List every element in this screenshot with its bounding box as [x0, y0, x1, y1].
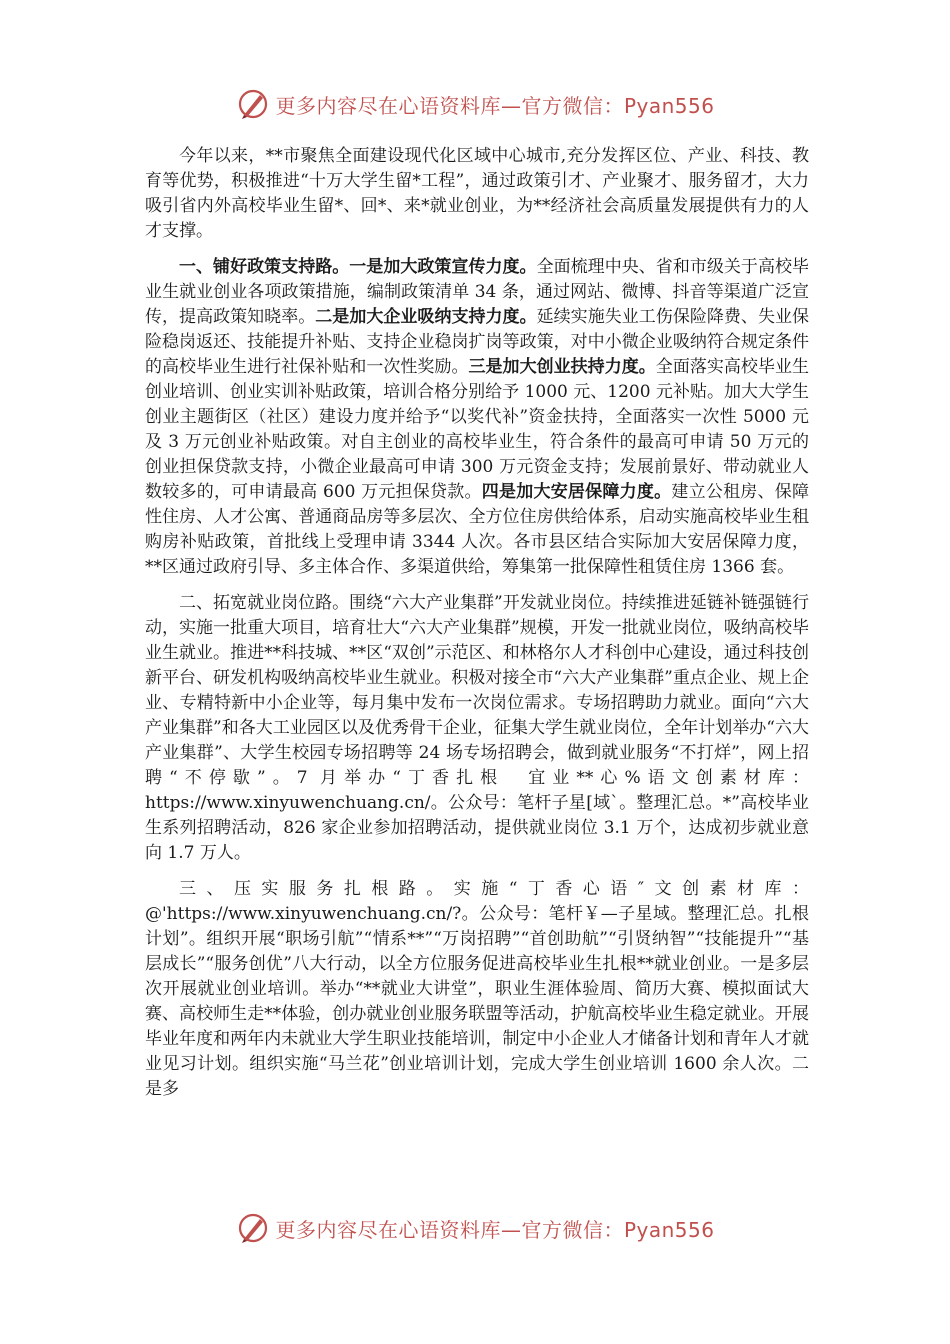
section-1-item-2-lead: 二是加大企业吸纳支持力度。 — [315, 307, 537, 327]
watermark-banner-bottom — [0, 1208, 950, 1248]
intro-paragraph: 今年以来，**市聚焦全面建设现代化区域中心城市,充分发挥区位、产业、科技、教育等优势，积极推进“十万大学生留*工程”，通过政策引才、产业聚才、服务留才，大力吸引省内外高校毕业生留*、回*、来*就业创业，为**经济社会高质量发展提供有力的人才支撑。 — [145, 146, 809, 241]
section-1-item-1-text: 全面梳理中央、省和市级关于高校毕业生就业创业各项政策措施，编制政策清单 34 条，通过网站、微博、抖音等渠道广泛宣传，提高政策知晓率。 — [145, 257, 810, 327]
document-body — [145, 144, 809, 1113]
section-1-item-3-text: 全面落实高校毕业生创业培训、创业实训补贴政策，培训合格分别给予 1000 元、1200 元补贴。加大大学生创业主题街区（社区）建设力度并给予“以奖代补”资金扶持，全面落实一次性 5000 元及 3 万元创业补贴政策。对自主创业的高校毕业生，符合条件的最高可申请 50 万元的创业担保贷款支持，小微企业最高可申请 300 万元资金支持；发展前景好、带动就业人数较多的，可申请最高 600 万元担保贷款。 — [145, 357, 810, 502]
section-1-item-2-text: 延续实施失业工伤保险降费、失业保险稳岗返还、技能提升补贴、支持企业稳岗扩岗等政策，对中小微企业吸纳符合规定条件的高校毕业生进行社保补贴和一次性奖励。 — [145, 307, 810, 377]
pen-logo-icon — [235, 86, 271, 122]
section-1-item-1-lead: 一是加大政策宣传力度。 — [349, 257, 537, 277]
section-1-item-4-lead: 四是加大安居保障力度。 — [481, 482, 672, 502]
section-1-item-4-text: 建立公租房、保障性住房、人才公寓、普通商品房等多层次、全方位住房供给体系，启动实施高校毕业生租购房补贴政策，首批线上受理申请 3344 人次。各市县区结合实际加大安居保障力度，**区通过政府引导、多主体合作、多渠道供给，筹集第一批保障性租赁住房 1366 套。 — [145, 482, 810, 577]
section-3-paragraph: 三、压实服务扎根路。实施“丁香心语″文创素材库：@'https://www.xinyuwenchuang.cn/?。公众号：笔杆￥—子星域。整理汇总。扎根计划”。组织开展“职场引航”“情系**”“万岗招聘”“首创助航”“引贤纳智”“技能提升”“基层成长”“服务创优”八大行动，以全方位服务促进高校毕业生扎根**就业创业。一是多层次开展就业创业培训。举办“**就业大讲堂”，职业生涯体验周、简历大赛、模拟面试大赛、高校师生走**体验，创办就业创业服务联盟等活动，护航高校毕业生稳定就业。开展毕业年度和两年内未就业大学生职业技能培训，制定中小企业人才储备计划和青年人才就业见习计划。组织实施“马兰花”创业培训计划，完成大学生创业培训 1600 余人次。二是多 — [145, 879, 809, 1099]
section-2-paragraph: 二、拓宽就业岗位路。围绕“六大产业集群”开发就业岗位。持续推进延链补链强链行动，实施一批重大项目，培育壮大“六大产业集群”规模，开发一批就业岗位，吸纳高校毕业生就业。推进**科技城、**区“双创”示范区、和林格尔人才科创中心建设，通过科技创新平台、研发机构吸纳高校毕业生就业。积极对接全市“六大产业集群”重点企业、规上企业、专精特新中小企业等，每月集中发布一次岗位需求。专场招聘助力就业。面向“六大产业集群”和各大工业园区以及优秀骨干企业，征集大学生就业岗位，全年计划举办“六大产业集群”、大学生校园专场招聘等 24 场专场招聘会，做到就业服务“不打烊”，网上招聘“不停歇”。7 月举办“丁香扎根 宜业**心%语文创素材库：https://www.xinyuwenchuang.cn/。公众号：笔杆子星[域`。整理汇总。*”高校毕业生系列招聘活动，826 家企业参加招聘活动，提供就业岗位 3.1 万个，达成初步就业意向 1.7 万人。 — [145, 593, 809, 863]
watermark-text: 更多内容尽在心语资料库—官方微信：Pyan556 — [275, 1217, 715, 1242]
section-1-heading: 一、铺好政策支持路。 — [179, 257, 350, 277]
pen-logo-icon — [235, 1210, 271, 1246]
watermark-banner-top — [0, 84, 950, 124]
section-1-item-3-lead: 三是加大创业扶持力度。 — [468, 357, 656, 377]
watermark-text: 更多内容尽在心语资料库—官方微信：Pyan556 — [275, 93, 715, 118]
section-1-paragraph — [145, 255, 809, 580]
